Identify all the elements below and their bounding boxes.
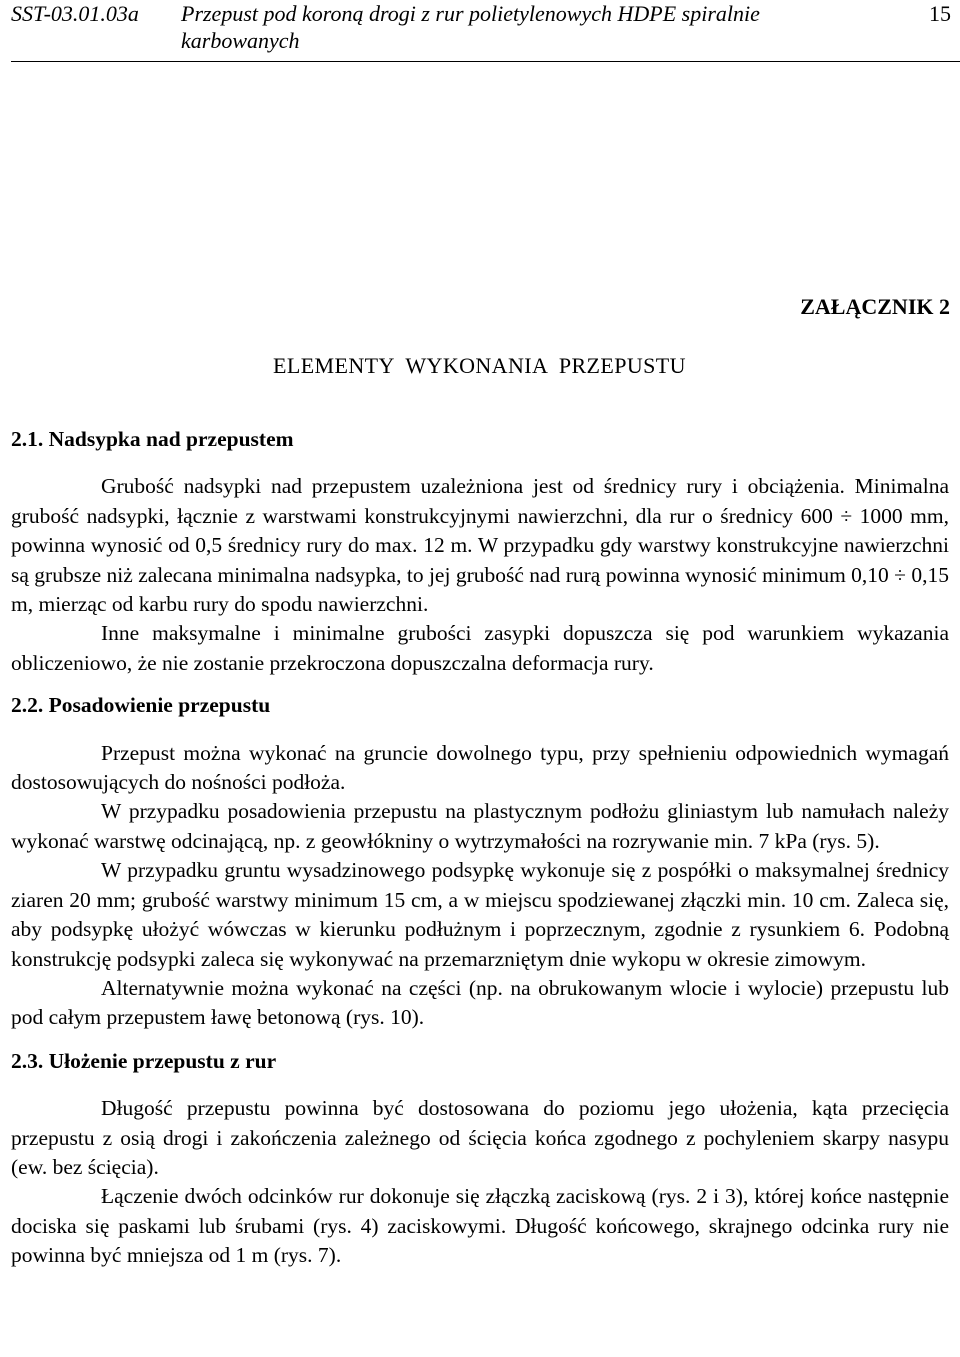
document-code: SST-03.01.03a <box>11 1 139 26</box>
paragraph: W przypadku gruntu wysadzinowego podsypkę wykonuje się z pospółki o maksymalnej średnicy ziaren 20 mm; grubość warstwy minimum 15 cm, a w miejscu spodziewanej złączki min. 10 cm. Zaleca się, aby podsypkę ułożyć wówczas w kierunku podłużnym i poprzecznym, zgodnie z rysunkiem 6. Podobną konstrukcję podsypki zaleca się wykonywać na przemarzniętym dnie wykopu w okresie zimowym. <box>11 858 949 971</box>
section-heading: 2.3. Ułożenie przepustu z rur <box>11 1048 277 1073</box>
paragraph: Alternatywnie można wykonać na części (np. na obrukowanym wlocie i wylocie) przepustu lub pod całym przepustem ławę betonową (rys. 10). <box>11 975 949 1030</box>
paragraph: Długość przepustu powinna być dostosowana do poziomu jego ułożenia, kąta przecięcia przepustu z osią drogi i zakończenia zależnego od ścięcia końca zgodnego z pochyleniem skarpy nasypu (ew. bez ścięcia). <box>11 1096 949 1179</box>
section-heading: 2.1. Nadsypka nad przepustem <box>11 427 294 451</box>
page-number: 15 <box>929 1 951 26</box>
paragraph: Grubość nadsypki nad przepustem uzależniona jest od średnicy rury i obciążenia. Minimalna grubość nadsypki, łącznie z warstwami konstrukcyjnymi nawierzchni, dla rur o średnicy 600 ÷ 1000 mm, powinna wynosić od 0,5 średnicy rury do max. 12 m. W przypadku gdy warstwy konstrukcyjne nawierzchni są grubsze niż zalecana minimalna nadsypka, to jej grubość nad rurą powinna wynosić minimum 0,10 ÷ 0,15 m, mierząc od karbu rury do spodu nawierzchni. <box>11 474 949 617</box>
paragraph: W przypadku posadowienia przepustu na plastycznym podłożu gliniastym lub namułach należy wykonać warstwę odcinającą, np. z geowłókniny o wytrzymałości na rozrywanie min. 7 kPa (rys. 5). <box>11 799 949 853</box>
paragraph: Przepust można wykonać na gruncie dowolnego typu, przy spełnieniu odpowiednich wymagań dostosowujących do nośności podłoża. <box>11 740 949 795</box>
header-divider <box>11 61 960 62</box>
main-title-text: ELEMENTY WYKONANIA PRZEPUSTU <box>273 353 686 378</box>
annex-label: ZAŁĄCZNIK 2 <box>800 294 950 319</box>
section-heading: 2.2. Posadowienie przepustu <box>11 693 271 718</box>
document-body <box>11 425 949 1271</box>
paragraph: Inne maksymalne i minimalne grubości zasypki dopuszcza się pod warunkiem wykazania obliczeniowo, że nie zostanie przekroczona dopuszczalna deformacja rury. <box>11 621 949 675</box>
page-header <box>11 0 951 58</box>
main-title <box>0 351 960 380</box>
paragraph: Łączenie dwóch odcinków rur dokonuje się złączką zaciskową (rys. 2 i 3), której końce następnie dociska się paskami lub śrubami (rys. 4) zaciskowymi. Długość końcowego, skrajnego odcinka rury nie powinna być mniejsza od 1 m (rys. 7). <box>11 1184 949 1268</box>
document-title: Przepust pod koroną drogi z rur polietylenowych HDPE spiralnie karbowanych <box>181 1 760 53</box>
